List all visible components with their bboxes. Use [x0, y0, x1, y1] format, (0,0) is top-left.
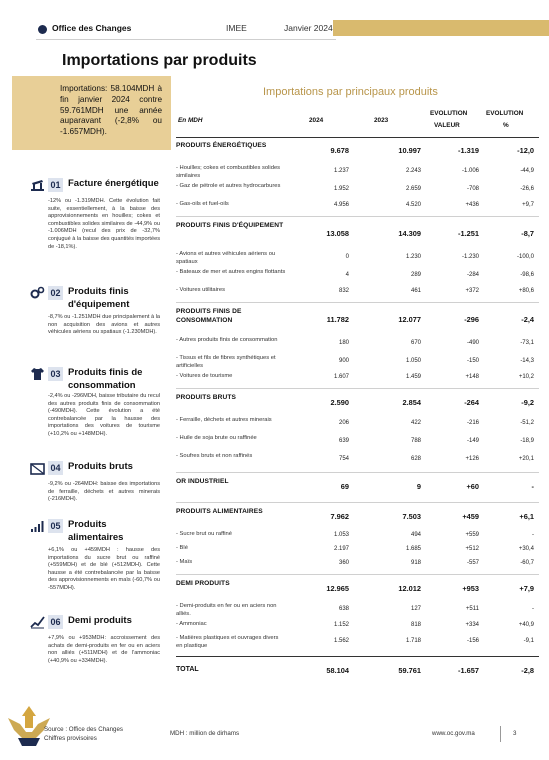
section-produits-finis-equipement	[30, 286, 160, 351]
value-2024: 360	[338, 560, 349, 566]
org-name: Office des Changes	[52, 23, 132, 33]
product-row	[176, 164, 539, 180]
category-separator	[176, 216, 539, 217]
value-2023: 1.050	[405, 358, 421, 364]
row-label: - Houilles; cokes et combustibles solides similaires	[176, 165, 281, 179]
page-title: Importations par produits	[62, 52, 257, 69]
total-2023: 59.761	[398, 666, 421, 675]
crate-icon	[30, 461, 45, 475]
section-title: Produits finis d'équipement	[68, 286, 130, 310]
evolution-percent: -9,2	[521, 398, 534, 407]
evolution-percent: -44,9	[520, 168, 534, 174]
evolution-value: -296	[464, 315, 479, 324]
value-2023: 1.230	[405, 254, 421, 260]
row-label: - Bateaux de mer et autres engins flottants	[176, 269, 286, 275]
section-number: 06	[48, 615, 63, 629]
value-2023: 628	[410, 456, 421, 462]
value-2023: 2.854	[402, 398, 421, 407]
evolution-percent: -26,6	[520, 186, 534, 192]
value-2023: 127	[410, 606, 421, 612]
product-row	[176, 544, 539, 556]
evolution-percent: +40,9	[518, 622, 534, 628]
evolution-value: +512	[465, 546, 479, 552]
value-2024: 832	[338, 288, 349, 294]
section-title: Produits finis de consommation	[68, 367, 143, 391]
value-2023: 918	[410, 560, 421, 566]
value-2024: 180	[338, 340, 349, 346]
value-2024: 0	[345, 254, 349, 260]
row-label: OR INDUSTRIEL	[176, 478, 229, 485]
product-row	[176, 286, 539, 298]
summary-box	[12, 76, 171, 150]
evolution-percent: +30,4	[518, 546, 534, 552]
value-2023: 422	[410, 420, 421, 426]
product-row	[176, 434, 539, 450]
evolution-value: +372	[465, 288, 479, 294]
line-chart-icon	[30, 615, 45, 629]
evolution-percent: +80,6	[518, 288, 534, 294]
value-2023: 14.309	[398, 229, 421, 238]
evolution-value: -284	[466, 272, 479, 278]
value-2023: 461	[410, 288, 421, 294]
total-label: TOTAL	[176, 666, 199, 673]
value-2023: 4.520	[405, 202, 421, 208]
evolution-percent: -51,2	[520, 420, 534, 426]
value-2024: 638	[338, 606, 349, 612]
footer-divider	[500, 726, 501, 742]
section-text: -12% ou -1.319MDH. Cette évolution fait suite, essentiellement, à la baisse des approvisionnements en houilles; cokes et combustibles solides similaires de -44,9% ou -1.006MDH (recul des prix de -32,7% conjugué à la baisse des quantités importées de -18,1%).	[48, 198, 160, 250]
col-2024-header: 2024	[309, 117, 324, 124]
col-evolution-header: EVOLUTION	[430, 110, 468, 117]
product-row	[176, 336, 539, 352]
value-2023: 2.659	[405, 186, 421, 192]
evolution-value: -1.251	[458, 229, 479, 238]
value-2023: 1.718	[405, 638, 421, 644]
evolution-percent: -18,9	[520, 438, 534, 444]
product-row	[176, 620, 539, 632]
value-2024: 2.590	[330, 398, 349, 407]
row-label: - Blé	[176, 545, 188, 551]
page-header	[0, 0, 549, 44]
evolution-percent: -2,4	[521, 315, 534, 324]
table-heading: Importations par principaux produits	[263, 86, 438, 98]
product-row	[176, 354, 539, 370]
product-row	[176, 250, 539, 266]
row-label: PRODUITS ÉNERGÉTIQUES	[176, 142, 267, 149]
value-2024: 2.197	[333, 546, 349, 552]
value-2024: 754	[338, 456, 349, 462]
evolution-percent: +9,7	[522, 202, 534, 208]
value-2024: 4.956	[333, 202, 349, 208]
section-produits-finis-consommation	[30, 367, 160, 457]
value-2024: 13.058	[326, 229, 349, 238]
bar-chart-icon	[30, 519, 45, 533]
category-row	[176, 392, 539, 414]
row-label: - Voitures de tourisme	[176, 373, 233, 379]
row-label: - Matières plastiques et ouvrages divers en plastique	[176, 635, 279, 649]
product-row	[176, 268, 539, 284]
section-number: 01	[48, 178, 63, 192]
evolution-percent: -9,1	[523, 638, 534, 644]
row-label: DEMI PRODUITS	[176, 580, 230, 587]
category-row	[176, 476, 539, 498]
section-number: 02	[48, 286, 63, 300]
value-2024: 1.562	[333, 638, 349, 644]
evolution-value: +60	[466, 482, 479, 491]
section-text: +7,9% ou +953MDH: accroissement des achats de demi-produits en fer ou en aciers non alliés (+511MDH) et de l'ammoniac (+40,9% ou +334MDH).	[48, 635, 160, 664]
evolution-value: +953	[462, 584, 479, 593]
section-produits-alimentaires	[30, 519, 160, 601]
row-label: - Soufres bruts et non raffinés	[176, 453, 253, 459]
value-2023: 2.243	[405, 168, 421, 174]
value-2024: 1.607	[333, 374, 349, 380]
evolution-percent: -8,7	[521, 229, 534, 238]
value-2024: 69	[340, 482, 349, 491]
header-accent-strip	[333, 20, 549, 36]
section-number: 05	[48, 519, 63, 533]
summary-text: Importations: 58.104MDH à fin janvier 2024 contre 59.761MDH une année auparavant (-2,8% ou -1.657MDH).	[60, 84, 162, 137]
product-row	[176, 182, 539, 198]
evolution-value: -557	[466, 560, 479, 566]
category-row	[176, 140, 539, 162]
value-2023: 12.012	[398, 584, 421, 593]
value-2024: 1.237	[333, 168, 349, 174]
section-facture-energetique	[30, 178, 160, 273]
evolution-percent: -	[531, 482, 534, 491]
page-number: 3	[513, 730, 517, 737]
row-label: - Gas-oils et fuel-oils	[176, 201, 229, 207]
value-2024: 9.678	[330, 146, 349, 155]
row-label: - Tissus et fils de fibres synthétiques et artificielles	[176, 355, 276, 369]
section-number: 03	[48, 367, 63, 381]
evolution-percent: -60,7	[520, 560, 534, 566]
col-valeur-header: VALEUR	[434, 122, 460, 129]
oil-pump-icon	[30, 178, 45, 192]
value-2023: 818	[410, 622, 421, 628]
value-2024: 900	[338, 358, 349, 364]
row-label: - Avions et autres véhicules aériens ou spatiaux	[176, 251, 276, 265]
col-pct-header: %	[503, 122, 509, 129]
evolution-value: -1.319	[458, 146, 479, 155]
value-2024: 4	[345, 272, 349, 278]
section-title: Produits alimentaires	[68, 519, 124, 543]
evolution-value: -490	[466, 340, 479, 346]
footer-note: Chiffres provisoires	[44, 735, 97, 742]
header-divider	[36, 39, 336, 40]
value-2024: 639	[338, 438, 349, 444]
evolution-value: +334	[465, 622, 479, 628]
value-2023: 12.077	[398, 315, 421, 324]
evolution-value: -1.006	[461, 168, 479, 174]
product-row	[176, 634, 539, 650]
total-evolution-percent: -2,8	[521, 666, 534, 675]
row-label: - Gaz de pétrole et autres hydrocarbures	[176, 183, 281, 189]
section-demi-produits	[30, 615, 160, 675]
shirt-icon	[30, 367, 45, 381]
evolution-percent: +20,1	[518, 456, 534, 462]
section-title: Facture énergétique	[68, 178, 159, 189]
total-row	[176, 664, 539, 678]
category-row	[176, 578, 539, 600]
footer-unit: MDH : million de dirhams	[170, 730, 240, 737]
section-title: Produits bruts	[68, 461, 133, 472]
evolution-value: -149	[466, 438, 479, 444]
publication-date: Janvier 2024	[284, 23, 333, 33]
product-row	[176, 530, 539, 542]
row-label: - Sucre brut ou raffiné	[176, 531, 232, 537]
value-2024: 206	[338, 420, 349, 426]
evolution-percent: +10,2	[518, 374, 534, 380]
total-separator	[176, 656, 539, 657]
value-2024: 1.152	[333, 622, 349, 628]
row-label: PRODUITS FINIS DE CONSOMMATION	[176, 308, 242, 324]
total-2024: 58.104	[326, 666, 349, 675]
category-row	[176, 220, 539, 248]
value-2023: 1.685	[405, 546, 421, 552]
total-evolution-value: -1.657	[458, 666, 479, 675]
evolution-percent: -	[532, 532, 534, 538]
evolution-value: -264	[464, 398, 479, 407]
evolution-value: +511	[465, 606, 479, 612]
value-2024: 1.053	[333, 532, 349, 538]
col-label-header: En MDH	[178, 117, 203, 124]
col-2023-header: 2023	[374, 117, 389, 124]
evolution-value: +559	[465, 532, 479, 538]
row-label: PRODUITS FINIS D'ÉQUIPEMENT	[176, 222, 284, 229]
category-separator	[176, 574, 539, 575]
value-2023: 9	[416, 482, 421, 491]
category-separator	[176, 472, 539, 473]
row-label: - Huile de soja brute ou raffinée	[176, 435, 257, 441]
evolution-value: -1.230	[461, 254, 479, 260]
evolution-percent: +7,9	[519, 584, 534, 593]
footer-source: Source : Office des Changes	[44, 726, 123, 733]
value-2024: 1.952	[333, 186, 349, 192]
value-2023: 1.459	[405, 374, 421, 380]
category-row	[176, 306, 539, 334]
section-text: +6,1% ou +459MDH : hausse des importations du sucre brut ou raffiné (+559MDH) et de blé (+512MDH). Cette hausse a été contrebalancée par la baisse des approvisionnements en maïs (-60,7% ou -557MDH).	[48, 547, 160, 591]
evolution-percent: -73,1	[520, 340, 534, 346]
value-2023: 7.503	[402, 512, 421, 521]
section-text: -9,2% ou -264MDH: baisse des importations de ferraille, déchets et autres minerais (-216MDH).	[48, 481, 160, 503]
product-row	[176, 452, 539, 468]
row-label: - Ferraille, déchets et autres minerais	[176, 417, 272, 423]
value-2024: 7.962	[330, 512, 349, 521]
row-label: - Autres produits finis de consommation	[176, 337, 278, 343]
value-2023: 289	[410, 272, 421, 278]
product-row	[176, 558, 539, 570]
section-title: Demi produits	[68, 615, 132, 626]
value-2023: 670	[410, 340, 421, 346]
value-2024: 11.782	[326, 315, 349, 324]
category-separator	[176, 302, 539, 303]
product-row	[176, 416, 539, 432]
row-label: - Ammoniac	[176, 621, 207, 627]
evolution-percent: -12,0	[517, 146, 534, 155]
value-2024: 12.965	[326, 584, 349, 593]
row-label: - Maïs	[176, 559, 193, 565]
evolution-value: +148	[465, 374, 479, 380]
evolution-value: -216	[466, 420, 479, 426]
evolution-value: -708	[466, 186, 479, 192]
product-row	[176, 372, 539, 384]
category-separator	[176, 388, 539, 389]
section-produits-bruts	[30, 461, 160, 511]
col-evolution-pct-header: EVOLUTION	[486, 110, 524, 117]
evolution-percent: +6,1	[519, 512, 534, 521]
evolution-percent: -100,0	[516, 254, 534, 260]
footer-url[interactable]: www.oc.gov.ma	[432, 730, 475, 737]
section-number: 04	[48, 461, 63, 475]
row-label: - Demi-produits en fer ou en aciers non alliés.	[176, 603, 277, 617]
row-label: - Voitures utilitaires	[176, 287, 225, 293]
publication-name: IMEE	[226, 23, 247, 33]
row-label: PRODUITS BRUTS	[176, 394, 237, 401]
evolution-percent: -14,3	[520, 358, 534, 364]
evolution-percent: -98,6	[520, 272, 534, 278]
evolution-value: +459	[462, 512, 479, 521]
category-separator	[176, 502, 539, 503]
evolution-percent: -	[532, 606, 534, 612]
table-column-header	[176, 104, 539, 138]
evolution-value: +126	[465, 456, 479, 462]
product-row	[176, 200, 539, 212]
value-2023: 788	[410, 438, 421, 444]
evolution-value: +436	[465, 202, 479, 208]
org-bullet-icon	[38, 25, 47, 34]
product-row	[176, 602, 539, 618]
evolution-value: -156	[466, 638, 479, 644]
row-label: PRODUITS ALIMENTAIRES	[176, 508, 263, 515]
evolution-value: -150	[466, 358, 479, 364]
category-row	[176, 506, 539, 528]
value-2023: 494	[410, 532, 421, 538]
gears-icon	[30, 286, 45, 300]
value-2023: 10.997	[398, 146, 421, 155]
section-text: -8,7% ou -1.251MDH due principalement à la non acquisition des avions et autres véhicules aériens ou spatiaux (-1.230MDH).	[48, 314, 160, 336]
section-text: -2,4% ou -296MDH, baisse tributaire du recul des autres produits finis de consommation (-490MDH). Cette évolution a été contrebalancée par la hausse des importations des voitures de tourisme (+10,2% ou +148MDH).	[48, 393, 160, 437]
